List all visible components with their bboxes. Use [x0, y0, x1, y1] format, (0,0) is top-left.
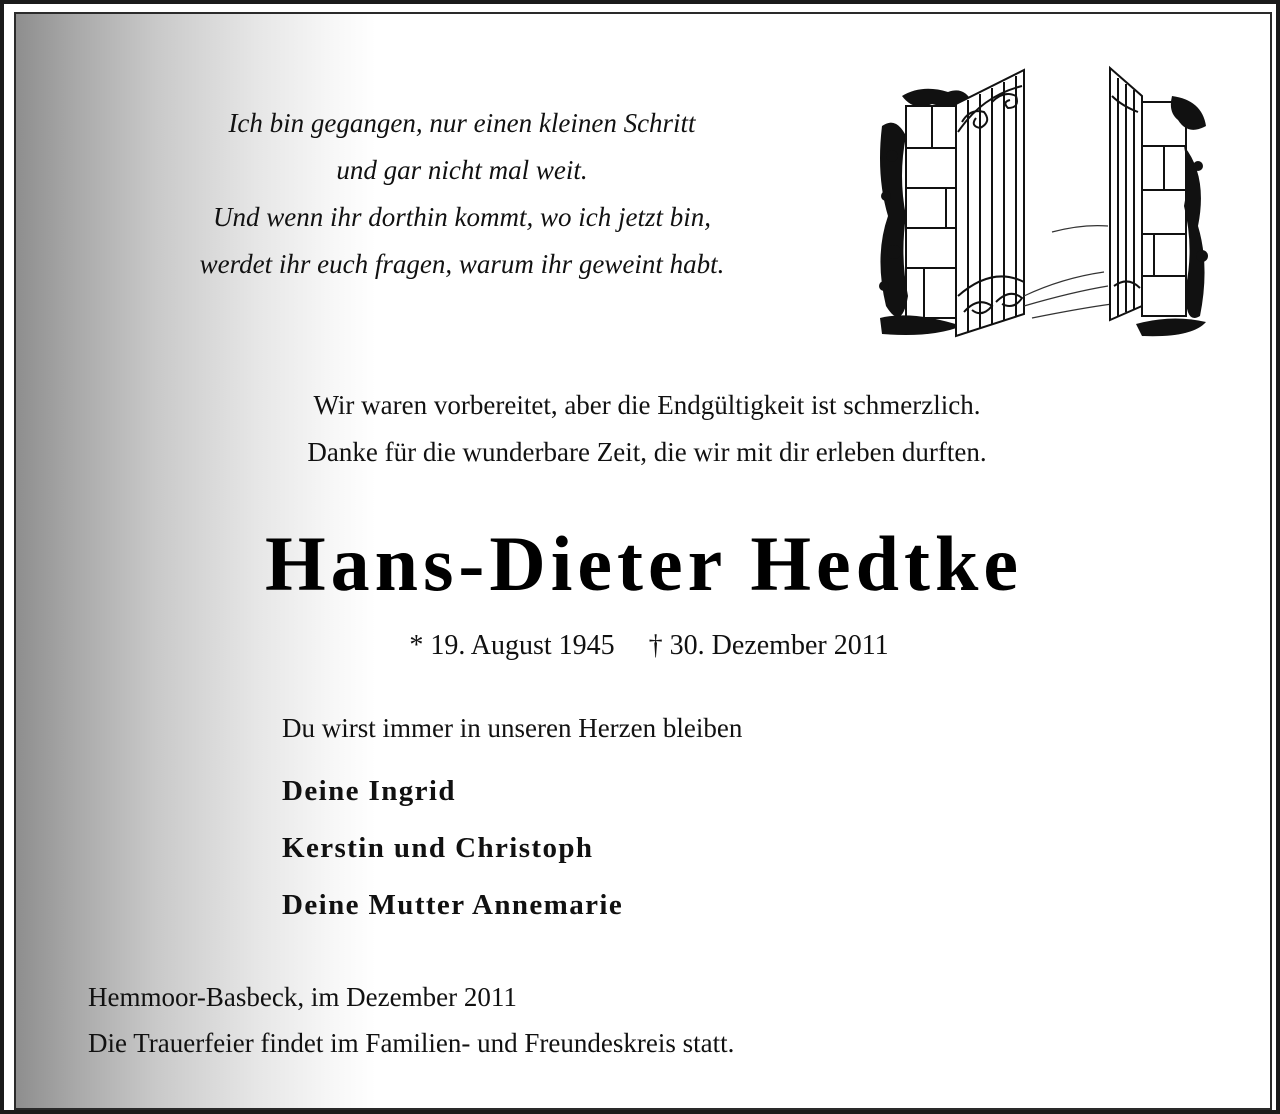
poem-line: Ich bin gegangen, nur einen kleinen Schritt — [228, 108, 696, 138]
thanks-line: Danke für die wunderbare Zeit, die wir mit dir erleben durften. — [307, 437, 987, 467]
poem-line: werdet ihr euch fragen, warum ihr geweint habt. — [199, 249, 725, 279]
signer: Deine Mutter Annemarie — [282, 889, 624, 921]
poem-line: Und wenn ihr dorthin kommt, wo ich jetzt bin, — [213, 202, 711, 232]
death-date: † 30. Dezember 2011 — [648, 630, 889, 661]
birth-date: * 19. August 1945 — [409, 630, 615, 661]
place-date: Hemmoor-Basbeck, im Dezember 2011 — [88, 982, 517, 1012]
remembrance-text: Du wirst immer in unseren Herzen bleiben — [282, 713, 743, 743]
thanks-text — [204, 382, 1090, 476]
ground — [1024, 226, 1112, 318]
poem — [134, 100, 790, 288]
right-pillar — [1142, 102, 1186, 316]
thanks-line: Wir waren vorbereitet, aber die Endgültigkeit ist schmerzlich. — [313, 390, 981, 420]
signer: Deine Ingrid — [282, 775, 456, 807]
left-gate-leaf — [956, 70, 1024, 336]
deceased-name: Hans-Dieter Hedtke — [265, 520, 1023, 607]
poem-line: und gar nicht mal weit. — [336, 155, 588, 185]
right-gate-leaf — [1110, 68, 1142, 320]
life-dates — [304, 624, 994, 668]
signer: Kerstin und Christoph — [282, 832, 594, 864]
funeral-notice: Die Trauerfeier findet im Familien- und Freundeskreis statt. — [88, 1028, 735, 1058]
footer — [88, 974, 734, 1066]
signers — [282, 768, 623, 939]
open-gate-icon — [872, 56, 1208, 340]
